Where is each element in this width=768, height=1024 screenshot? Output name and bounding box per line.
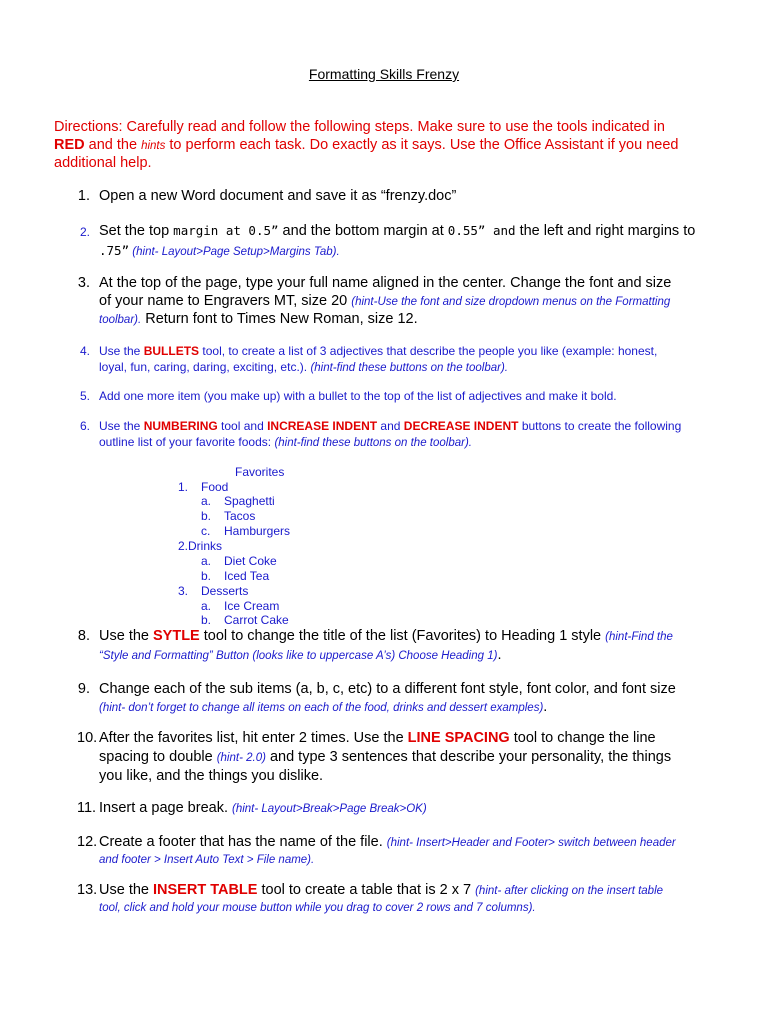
outline-letter: a. — [201, 554, 212, 568]
item-number: 5. — [79, 389, 90, 403]
item-number: 4. — [79, 344, 90, 358]
item-text-line-1: At the top of the page, type your full name aligned in the center. Change the font and size — [99, 275, 672, 291]
item-text-line-2: loyal, fun, caring, daring, exciting, etc.). (hint-find these buttons on the toolbar). — [99, 360, 508, 374]
outline-subitem: Hamburgers — [224, 524, 291, 538]
item-number: 1. — [77, 188, 90, 204]
outline-subitem: Carrot Cake — [224, 613, 289, 627]
item-text-line-1: Use the NUMBERING tool and INCREASE INDENT and DECREASE INDENT buttons to create the following — [99, 419, 682, 433]
outline-category: Food — [201, 480, 229, 494]
item-number: 9. — [77, 681, 90, 697]
item-text-line-3: toolbar). Return font to Times New Roman, size 12. — [99, 311, 418, 327]
item-text-line-2: tool, click and hold your mouse button while you drag to cover 2 rows and 7 columns). — [99, 902, 536, 914]
item-text-line-1: Use the SYTLE tool to change the title of the list (Favorites) to Heading 1 style (hint-Find the — [99, 628, 673, 644]
item-text: Add one more item (you make up) with a bullet to the top of the list of adjectives and make it bold. — [99, 389, 617, 403]
item-text-line-1: After the favorites list, hit enter 2 times. Use the LINE SPACING tool to change the line — [99, 730, 656, 746]
item-text-line-2: spacing to double (hint- 2.0) and type 3 sentences that describe your personality, the things — [99, 749, 672, 765]
directions-line-3: additional help. — [54, 155, 152, 171]
item-text: Insert a page break. (hint- Layout>Break>Page Break>OK) — [99, 800, 427, 816]
item-text-line-1: Set the top margin at 0.5” and the bottom margin at 0.55” and the left and right margins to — [99, 223, 696, 239]
item-text-line-1: Change each of the sub items (a, b, c, etc) to a different font style, font color, and font size — [99, 681, 676, 697]
item-text-line-2: .75” (hint- Layout>Page Setup>Margins Tab). — [99, 243, 340, 258]
item-text: Open a new Word document and save it as “frenzy.doc” — [99, 188, 457, 204]
outline-heading: Favorites — [235, 465, 285, 479]
item-text-line-1: Use the INSERT TABLE tool to create a table that is 2 x 7 (hint- after clicking on the insert table — [99, 882, 664, 898]
item-text-line-2: and footer > Insert Auto Text > File name). — [99, 854, 315, 866]
item-number: 2. — [79, 225, 90, 239]
item-number: 11. — [77, 800, 97, 816]
item-text-line-1: Create a footer that has the name of the file. (hint- Insert>Header and Footer> switch between header — [99, 834, 676, 850]
item-text-line-1: Use the BULLETS tool, to create a list of 3 adjectives that describe the people you like (example: honest, — [99, 344, 658, 358]
directions-line-2: RED and the hints to perform each task. Do exactly as it says. Use the Office Assistant if you need — [54, 137, 679, 153]
outline-subitem: Ice Cream — [224, 599, 280, 613]
outline-category: 2.Drinks — [178, 539, 223, 553]
item-number: 10. — [77, 730, 98, 746]
outline-subitem: Diet Coke — [224, 554, 277, 568]
outline-number: 3. — [178, 584, 189, 598]
item-number: 12. — [77, 834, 98, 850]
outline-subitem: Spaghetti — [224, 494, 275, 508]
outline-number: 1. — [178, 480, 189, 494]
outline-letter: a. — [201, 599, 212, 613]
item-text-line-2: outline list of your favorite foods: (hint-find these buttons on the toolbar). — [99, 435, 472, 449]
outline-letter: b. — [201, 569, 212, 583]
outline-subitem: Tacos — [224, 509, 256, 523]
item-text-line-3: you like, and the things you dislike. — [99, 768, 324, 784]
item-text-line-2: (hint- don’t forget to change all items on each of the food, drinks and dessert examples). — [99, 699, 548, 715]
item-number: 6. — [79, 419, 90, 433]
item-number: 3. — [77, 275, 90, 291]
outline-letter: b. — [201, 509, 212, 523]
outline-letter: c. — [201, 524, 211, 538]
item-text-line-2: of your name to Engravers MT, size 20 (hint-Use the font and size dropdown menus on the Formatting — [99, 293, 671, 309]
outline-category: Desserts — [201, 584, 249, 598]
item-number: 13. — [77, 882, 98, 898]
outline-subitem: Iced Tea — [224, 569, 270, 583]
outline-letter: b. — [201, 613, 212, 627]
directions-line-1: Directions: Carefully read and follow the following steps. Make sure to use the tools indicated in — [54, 119, 665, 135]
document-title: Formatting Skills Frenzy — [308, 66, 460, 82]
item-number: 8. — [77, 628, 90, 644]
outline-letter: a. — [201, 494, 212, 508]
item-text-line-2: “Style and Formatting” Button (looks like to uppercase A’s) Choose Heading 1). — [99, 647, 502, 663]
